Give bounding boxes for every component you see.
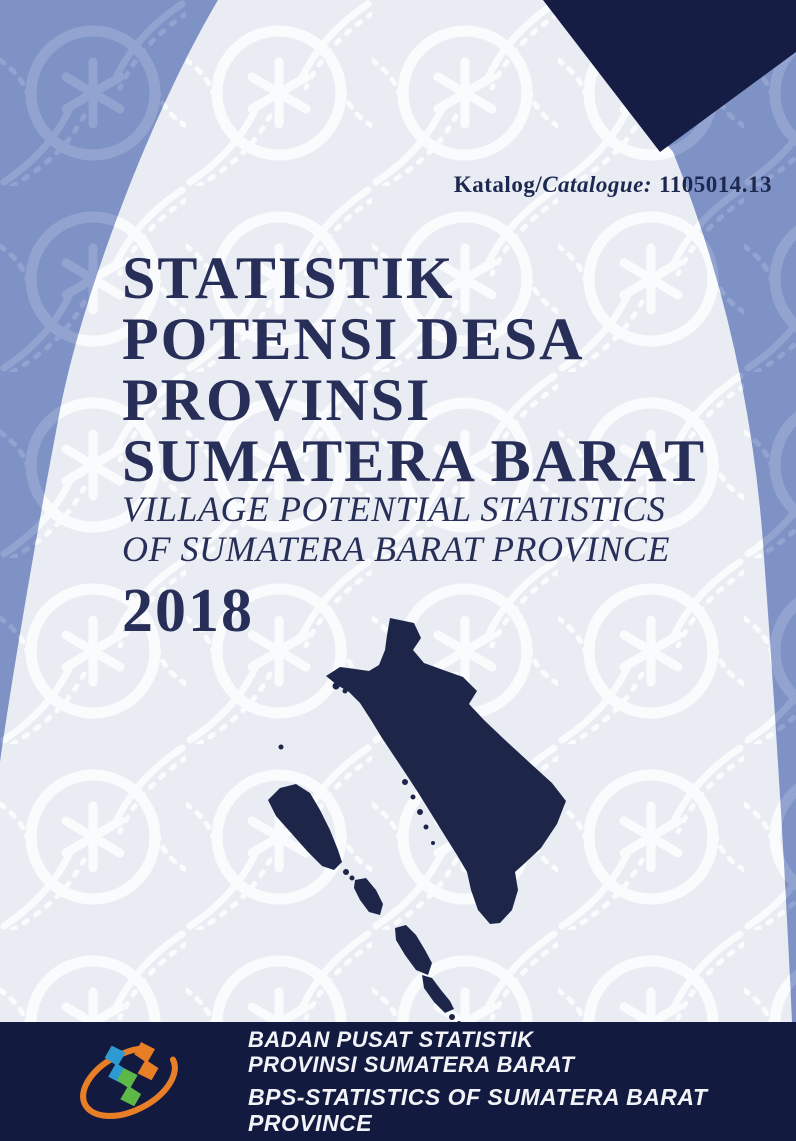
publication-year: 2018 [122,577,254,645]
title-line-3: PROVINSI [122,367,432,433]
bps-logo [68,1030,190,1134]
catalog-label: Katalog/ [453,172,543,197]
publisher-region-id: PROVINSI SUMATERA BARAT [248,1052,575,1077]
subtitle-line-1: VILLAGE POTENTIAL STATISTICS [122,489,666,529]
catalog-line [454,172,772,198]
footer-band [0,1022,796,1141]
subtitle [122,489,762,569]
publisher-block [248,1027,796,1136]
catalog-label-en: Catalogue [542,172,644,197]
title-line-4: SUMATERA BARAT [122,428,707,494]
publisher-name-id: BADAN PUSAT STATISTIK [248,1027,534,1052]
subtitle-line-2: OF SUMATERA BARAT PROVINCE [122,529,670,569]
catalog-colon: : [643,172,653,197]
main-title [122,245,782,494]
publisher-name-en: BPS-STATISTICS OF SUMATERA BARAT PROVINCE [248,1084,708,1136]
title-line-1: STATISTIK [122,245,455,311]
catalog-number: 1105014.13 [659,172,772,197]
title-line-2: POTENSI DESA [122,306,585,372]
